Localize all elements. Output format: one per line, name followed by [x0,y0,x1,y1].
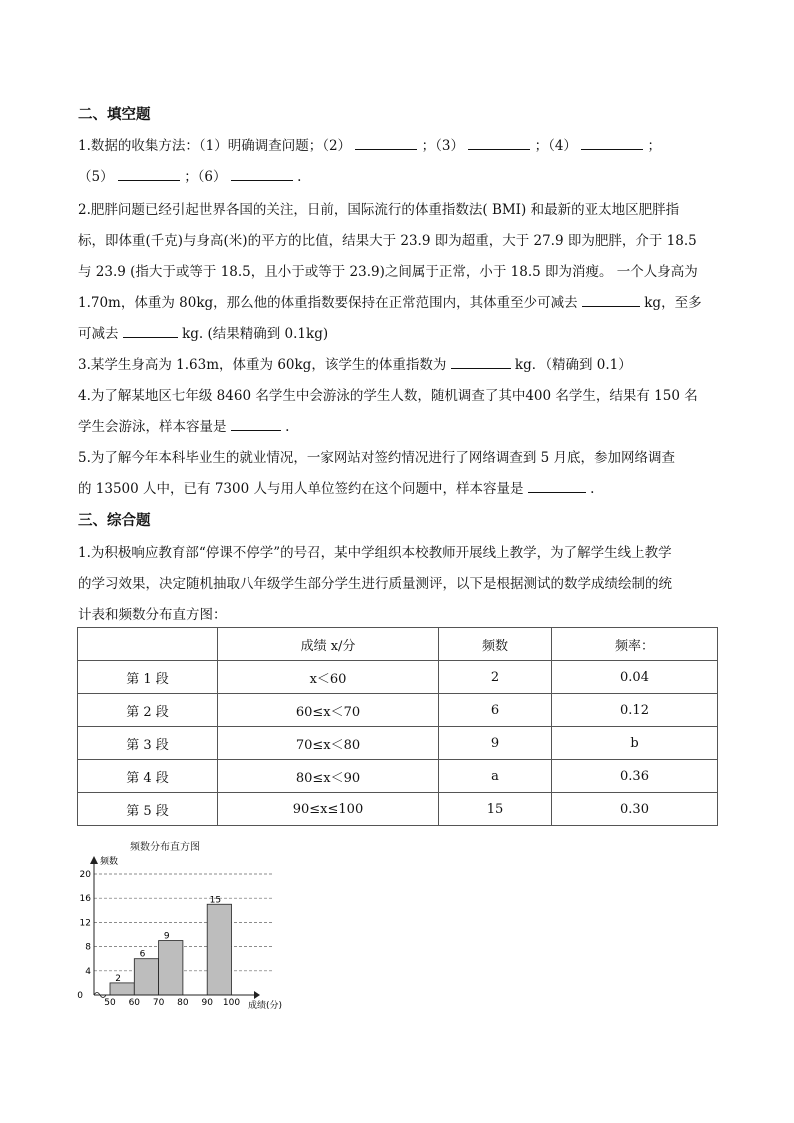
x-tick-label: 70 [152,998,165,1008]
answer-blank[interactable] [118,167,180,181]
question-2-line-3: 与 23.9 (指大于或等于 18.5，且小于或等于 23.9)之间属于正常，小于 18.5 即为消瘦。 一个人身高为 [78,264,698,280]
question-5-line-1: 5.为了解今年本科毕业生的就业情况，一家网站对签约情况进行了网络调查到 5 月底，参加网络调查 [78,450,676,466]
section3-question-1-line-1: 1.为积极响应教育部“停课不停学”的号召，某中学组织本校教师开展线上教学，为了解学生线上教学 [78,545,672,561]
section3-question-1-line-2: 的学习效果，决定随机抽取八年级学生部分学生进行质量测评，以下是根据测试的数学成绩绘制的统 [78,576,672,592]
table-cell: 0.12 [552,694,718,727]
table-cell: a [439,760,552,793]
table-cell: b [552,727,718,760]
x-axis-title: 成绩(分) [248,1001,283,1011]
x-axis-arrow-icon [254,991,260,999]
y-tick-label: 12 [79,918,91,929]
answer-blank[interactable] [581,136,643,150]
q2-text: 1.70m，体重为 80kg，那么他的体重指数要保持在正常范围内，其体重至少可减去 [78,295,578,311]
table-row [78,694,718,727]
table-header-row [78,628,718,661]
table-cell: 0.36 [552,760,718,793]
answer-blank[interactable] [451,355,511,369]
table-row [78,760,718,793]
table-cell: 第 2 段 [78,694,218,727]
q1-separator: . [297,169,302,185]
section-title-comprehensive: 三、综合题 [78,513,151,529]
table-header-cell [78,628,218,661]
answer-blank[interactable] [231,167,293,181]
q1-text: （5） [78,169,114,185]
question-2-line-1: 2.肥胖问题已经引起世界各国的关注，日前，国际流行的体重指数法( BMI) 和最新的亚太地区肥胖指 [78,202,680,218]
q5-text: . [590,481,595,497]
table-cell: 2 [439,661,552,694]
q5-text: 的 13500 人中，已有 7300 人与用人单位签约在这个问题中，样本容量是 [78,481,524,497]
q1-text: 1.数据的收集方法：（1）明确调查问题；（2） [78,138,352,154]
question-2-line-4 [78,291,724,311]
score-statistics-table [77,627,718,826]
table-row [78,793,718,826]
section3-question-1-line-3: 计表和频数分布直方图： [78,607,227,623]
answer-blank[interactable] [582,293,640,307]
x-tick-label: 50 [104,998,116,1008]
y-tick-label: 0 [77,991,83,1001]
table-cell: x＜60 [218,661,439,694]
question-4-line-2 [78,415,724,435]
table-row [78,661,718,694]
q1-separator: ；（6） [184,169,227,185]
y-tick-label: 16 [79,894,91,905]
question-1-line-1 [78,134,724,154]
section-title-fill-blank: 二、填空题 [78,107,151,123]
y-axis-arrow-icon [90,856,98,864]
q2-text: 可减去 [78,326,119,342]
bar-value-label: 9 [163,931,170,942]
x-tick-label: 90 [201,998,213,1008]
table-cell: 70≤x＜80 [218,727,439,760]
answer-blank[interactable] [231,417,281,431]
question-5-line-2 [78,477,724,497]
y-tick-label: 8 [85,942,91,953]
answer-blank[interactable] [355,136,417,150]
frequency-histogram [77,850,300,1015]
bar-value-label: 6 [139,949,146,960]
table-cell: 第 3 段 [78,727,218,760]
q1-separator: ；（4） [534,138,577,154]
table-cell: 15 [439,793,552,826]
histogram-bar [159,941,183,995]
table-cell: 80≤x＜90 [218,760,439,793]
table-row [78,727,718,760]
q4-text: 学生会游泳，样本容量是 [78,419,227,435]
answer-blank[interactable] [468,136,530,150]
question-3 [78,353,724,373]
table-cell: 90≤x≤100 [218,793,439,826]
histogram-title: 频数分布直方图 [130,842,200,853]
answer-blank[interactable] [528,479,586,493]
histogram-bar [110,983,134,995]
x-tick-label: 100 [222,998,241,1008]
table-cell: 第 4 段 [78,760,218,793]
y-axis-title: 频数 [100,857,119,867]
table-header-cell: 频率： [552,628,718,661]
bar-value-label: 15 [209,895,222,906]
q1-separator: ；（3） [421,138,464,154]
q3-text: 3.某学生身高为 1.63m，体重为 60kg，该学生的体重指数为 [78,357,447,373]
table-cell: 第 5 段 [78,793,218,826]
histogram-bar [134,959,158,995]
table-header-cell: 成绩 x/分 [218,628,439,661]
x-tick-label: 80 [177,998,189,1008]
y-tick-label: 20 [79,870,91,880]
question-2-line-2: 标，即体重(千克)与身高(米)的平方的比值，结果大于 23.9 即为超重，大于 27.9 即为肥胖，介于 18.5 [78,233,697,249]
table-cell: 0.30 [552,793,718,826]
table-cell: 60≤x＜70 [218,694,439,727]
q3-text: kg．（精确到 0.1） [514,357,632,373]
table-cell: 6 [439,694,552,727]
question-1-line-2 [78,165,724,185]
table-header-cell: 频数 [439,628,552,661]
bar-value-label: 2 [115,973,122,984]
question-4-line-1: 4.为了解某地区七年级 8460 名学生中会游泳的学生人数，随机调查了其中400 名学生，结果有 150 名 [78,388,698,404]
q2-text: kg. (结果精确到 0.1kg) [182,326,329,342]
question-2-line-5 [78,322,724,342]
q1-separator: ； [647,138,662,154]
x-tick-label: 60 [128,998,141,1008]
q2-text: kg，至多 [644,295,702,311]
histogram-bar [207,904,231,995]
table-cell: 0.04 [552,661,718,694]
answer-blank[interactable] [123,324,178,338]
y-tick-label: 4 [85,966,91,977]
table-cell: 9 [439,727,552,760]
table-cell: 第 1 段 [78,661,218,694]
q4-text: . [285,419,290,435]
